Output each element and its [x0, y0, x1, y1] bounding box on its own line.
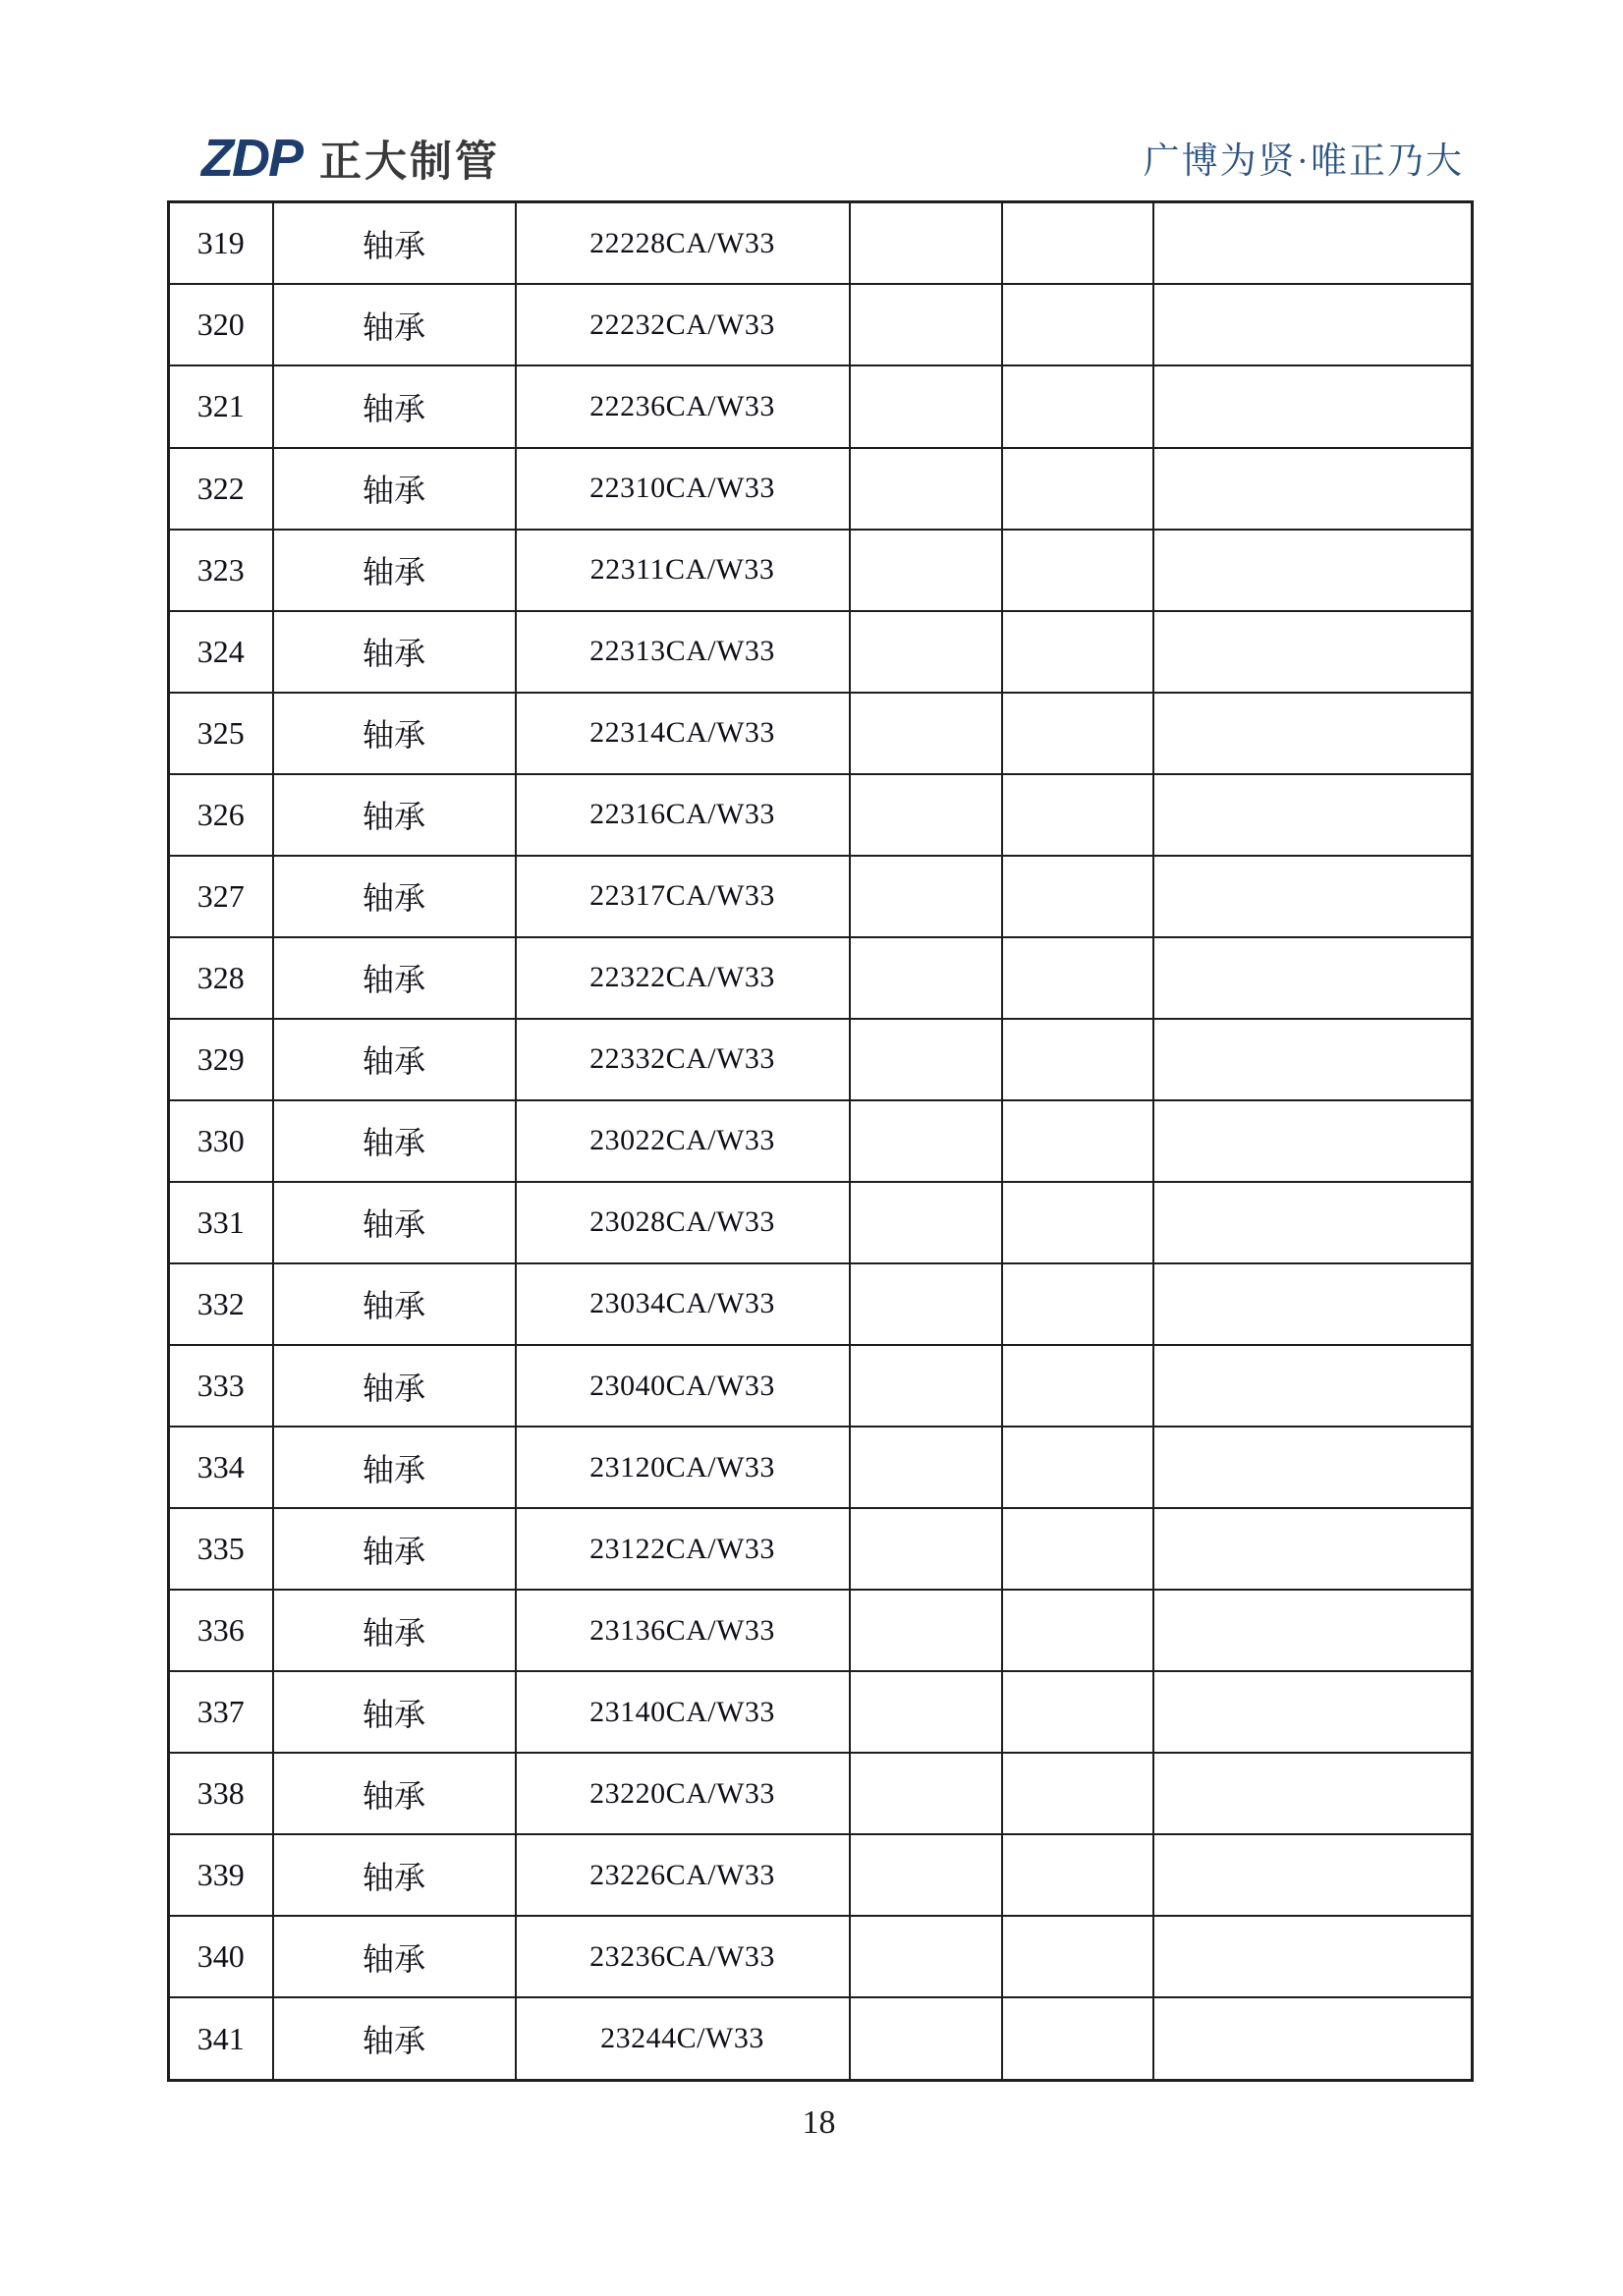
cell-model-number: 22314CA/W33 — [516, 693, 850, 774]
cell-empty-2 — [1002, 774, 1153, 856]
cell-serial-number: 334 — [169, 1427, 273, 1508]
cell-serial-number: 324 — [169, 611, 273, 693]
cell-empty-3 — [1153, 530, 1473, 611]
cell-serial-number: 327 — [169, 856, 273, 937]
table-row — [169, 937, 1473, 1019]
cell-item-name: 轴承 — [273, 448, 516, 530]
cell-item-name: 轴承 — [273, 1345, 516, 1427]
cell-empty-2 — [1002, 1263, 1153, 1345]
cell-empty-3 — [1153, 693, 1473, 774]
cell-empty-2 — [1002, 1834, 1153, 1916]
table-row — [169, 202, 1473, 285]
cell-item-name: 轴承 — [273, 774, 516, 856]
cell-empty-3 — [1153, 284, 1473, 365]
cell-empty-3 — [1153, 1508, 1473, 1590]
cell-empty-1 — [850, 1100, 1002, 1182]
cell-item-name: 轴承 — [273, 1263, 516, 1345]
cell-empty-2 — [1002, 1427, 1153, 1508]
cell-serial-number: 341 — [169, 1997, 273, 2080]
cell-serial-number: 331 — [169, 1182, 273, 1263]
cell-empty-3 — [1153, 1263, 1473, 1345]
table-row — [169, 1263, 1473, 1345]
cell-model-number: 22236CA/W33 — [516, 365, 850, 447]
cell-model-number: 23140CA/W33 — [516, 1671, 850, 1753]
table-row — [169, 1427, 1473, 1508]
cell-empty-2 — [1002, 1671, 1153, 1753]
cell-empty-2 — [1002, 1182, 1153, 1263]
cell-empty-3 — [1153, 365, 1473, 447]
cell-empty-1 — [850, 774, 1002, 856]
cell-model-number: 22317CA/W33 — [516, 856, 850, 937]
cell-model-number: 23122CA/W33 — [516, 1508, 850, 1590]
cell-model-number: 23220CA/W33 — [516, 1753, 850, 1834]
table-row — [169, 530, 1473, 611]
cell-item-name: 轴承 — [273, 284, 516, 365]
cell-serial-number: 326 — [169, 774, 273, 856]
cell-item-name: 轴承 — [273, 1916, 516, 1997]
cell-item-name: 轴承 — [273, 530, 516, 611]
cell-empty-1 — [850, 448, 1002, 530]
cell-empty-1 — [850, 1590, 1002, 1671]
cell-empty-3 — [1153, 202, 1473, 285]
cell-empty-3 — [1153, 774, 1473, 856]
cell-empty-3 — [1153, 1916, 1473, 1997]
cell-empty-3 — [1153, 937, 1473, 1019]
cell-model-number: 22316CA/W33 — [516, 774, 850, 856]
cell-serial-number: 322 — [169, 448, 273, 530]
cell-empty-1 — [850, 1263, 1002, 1345]
cell-empty-1 — [850, 530, 1002, 611]
cell-serial-number: 328 — [169, 937, 273, 1019]
cell-empty-2 — [1002, 1997, 1153, 2080]
cell-serial-number: 325 — [169, 693, 273, 774]
cell-empty-1 — [850, 202, 1002, 285]
parts-table — [167, 200, 1474, 2082]
cell-model-number: 23236CA/W33 — [516, 1916, 850, 1997]
cell-empty-3 — [1153, 611, 1473, 693]
cell-model-number: 23022CA/W33 — [516, 1100, 850, 1182]
cell-empty-2 — [1002, 856, 1153, 937]
cell-serial-number: 339 — [169, 1834, 273, 1916]
cell-item-name: 轴承 — [273, 1753, 516, 1834]
table-row — [169, 1590, 1473, 1671]
cell-empty-3 — [1153, 1427, 1473, 1508]
cell-empty-3 — [1153, 1590, 1473, 1671]
cell-empty-3 — [1153, 856, 1473, 937]
cell-serial-number: 332 — [169, 1263, 273, 1345]
cell-empty-2 — [1002, 530, 1153, 611]
cell-item-name: 轴承 — [273, 1671, 516, 1753]
company-name: 正大制管 — [319, 138, 500, 186]
cell-empty-1 — [850, 1997, 1002, 2080]
cell-model-number: 23120CA/W33 — [516, 1427, 850, 1508]
cell-empty-1 — [850, 611, 1002, 693]
table-row — [169, 693, 1473, 774]
cell-item-name: 轴承 — [273, 937, 516, 1019]
cell-serial-number: 333 — [169, 1345, 273, 1427]
cell-empty-3 — [1153, 1182, 1473, 1263]
cell-empty-1 — [850, 937, 1002, 1019]
table-row — [169, 365, 1473, 447]
cell-empty-1 — [850, 284, 1002, 365]
cell-item-name: 轴承 — [273, 856, 516, 937]
cell-model-number: 22232CA/W33 — [516, 284, 850, 365]
cell-item-name: 轴承 — [273, 611, 516, 693]
cell-empty-3 — [1153, 1834, 1473, 1916]
company-slogan: 广博为贤·唯正乃大 — [1143, 141, 1464, 182]
cell-item-name: 轴承 — [273, 1508, 516, 1590]
cell-empty-1 — [850, 1916, 1002, 1997]
cell-model-number: 22313CA/W33 — [516, 611, 850, 693]
cell-empty-1 — [850, 1834, 1002, 1916]
cell-serial-number: 340 — [169, 1916, 273, 1997]
cell-empty-1 — [850, 1019, 1002, 1100]
table-row — [169, 284, 1473, 365]
cell-item-name: 轴承 — [273, 1427, 516, 1508]
cell-serial-number: 336 — [169, 1590, 273, 1671]
cell-empty-1 — [850, 1508, 1002, 1590]
table-row — [169, 1019, 1473, 1100]
cell-empty-2 — [1002, 202, 1153, 285]
table-row — [169, 1100, 1473, 1182]
cell-empty-1 — [850, 1753, 1002, 1834]
cell-serial-number: 320 — [169, 284, 273, 365]
cell-serial-number: 338 — [169, 1753, 273, 1834]
cell-empty-2 — [1002, 611, 1153, 693]
cell-model-number: 23040CA/W33 — [516, 1345, 850, 1427]
cell-serial-number: 321 — [169, 365, 273, 447]
cell-empty-3 — [1153, 1671, 1473, 1753]
cell-serial-number: 337 — [169, 1671, 273, 1753]
cell-model-number: 23244C/W33 — [516, 1997, 850, 2080]
cell-empty-2 — [1002, 693, 1153, 774]
table-row — [169, 1997, 1473, 2080]
cell-model-number: 23136CA/W33 — [516, 1590, 850, 1671]
table-row — [169, 611, 1473, 693]
cell-model-number: 22322CA/W33 — [516, 937, 850, 1019]
cell-empty-1 — [850, 1671, 1002, 1753]
cell-empty-1 — [850, 693, 1002, 774]
cell-empty-3 — [1153, 1997, 1473, 2080]
page-number: 18 — [802, 2104, 836, 2141]
cell-empty-2 — [1002, 448, 1153, 530]
cell-model-number: 22311CA/W33 — [516, 530, 850, 611]
table-row — [169, 1345, 1473, 1427]
table-row — [169, 1671, 1473, 1753]
cell-item-name: 轴承 — [273, 1182, 516, 1263]
cell-empty-2 — [1002, 1753, 1153, 1834]
cell-model-number: 22332CA/W33 — [516, 1019, 850, 1100]
cell-empty-3 — [1153, 448, 1473, 530]
cell-empty-3 — [1153, 1019, 1473, 1100]
cell-model-number: 22228CA/W33 — [516, 202, 850, 285]
cell-item-name: 轴承 — [273, 1100, 516, 1182]
parts-table-body — [169, 202, 1473, 2081]
table-row — [169, 448, 1473, 530]
cell-empty-2 — [1002, 1916, 1153, 1997]
table-row — [169, 856, 1473, 937]
table-row — [169, 1508, 1473, 1590]
cell-serial-number: 329 — [169, 1019, 273, 1100]
cell-empty-3 — [1153, 1100, 1473, 1182]
cell-empty-2 — [1002, 1508, 1153, 1590]
cell-model-number: 23034CA/W33 — [516, 1263, 850, 1345]
table-row — [169, 1753, 1473, 1834]
cell-empty-2 — [1002, 1590, 1153, 1671]
cell-serial-number: 335 — [169, 1508, 273, 1590]
cell-empty-2 — [1002, 1100, 1153, 1182]
cell-model-number: 23226CA/W33 — [516, 1834, 850, 1916]
company-logo — [201, 129, 500, 188]
table-row — [169, 774, 1473, 856]
cell-empty-3 — [1153, 1753, 1473, 1834]
cell-serial-number: 319 — [169, 202, 273, 285]
cell-empty-1 — [850, 365, 1002, 447]
table-row — [169, 1182, 1473, 1263]
cell-empty-2 — [1002, 937, 1153, 1019]
zdp-logo-mark: ZDP — [201, 129, 302, 188]
cell-item-name: 轴承 — [273, 1019, 516, 1100]
cell-empty-3 — [1153, 1345, 1473, 1427]
cell-empty-1 — [850, 1345, 1002, 1427]
cell-item-name: 轴承 — [273, 1834, 516, 1916]
cell-empty-2 — [1002, 284, 1153, 365]
cell-item-name: 轴承 — [273, 202, 516, 285]
cell-item-name: 轴承 — [273, 1997, 516, 2080]
table-row — [169, 1834, 1473, 1916]
cell-empty-2 — [1002, 1345, 1153, 1427]
table-row — [169, 1916, 1473, 1997]
cell-item-name: 轴承 — [273, 1590, 516, 1671]
cell-item-name: 轴承 — [273, 365, 516, 447]
cell-item-name: 轴承 — [273, 693, 516, 774]
cell-empty-2 — [1002, 365, 1153, 447]
cell-empty-1 — [850, 856, 1002, 937]
cell-empty-2 — [1002, 1019, 1153, 1100]
cell-empty-1 — [850, 1182, 1002, 1263]
cell-model-number: 22310CA/W33 — [516, 448, 850, 530]
cell-serial-number: 330 — [169, 1100, 273, 1182]
cell-serial-number: 323 — [169, 530, 273, 611]
cell-empty-1 — [850, 1427, 1002, 1508]
cell-model-number: 23028CA/W33 — [516, 1182, 850, 1263]
